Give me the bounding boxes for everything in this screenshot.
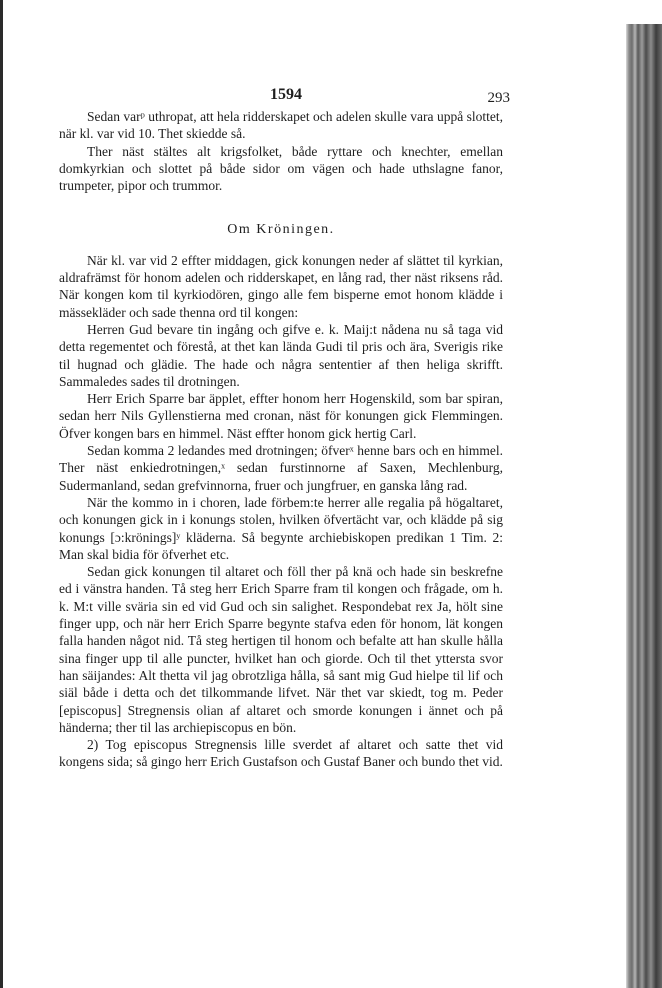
paragraph: Herr Erich Sparre bar äpplet, effter honom herr Hogenskild, som bar spiran, sedan herr Nils Gyllenstierna med cronan, näst för konungen gick Flemmingen. Öfver kongen bars en himmel. Näst effter honom gick hertig Carl. [59,391,503,441]
page-number: 293 [487,90,510,106]
paragraph: Sedan komma 2 ledandes med drotningen; öfverˣ henne bars och en himmel. Ther näst enkiedrotningen,ˣ sedan furstinnorne af Saxen, Mechlenburg, Sudermanland, sedan grefvinnorna, fruer och jungfruer, en ganska lång rad. [59,443,503,493]
scan-left-edge [0,0,3,988]
running-head-year: 1594 [270,86,302,103]
paragraph: När the kommo in i choren, lade förbem:te herrer alle regalia på högaltaret, och konungen gick in i konungs stolen, hvilken öfvertächt var, och klädde på sig konungs [ɔ:krönings]ʸ kläderna. Så begynte archiebiskopen predikan 1 Tim. 2: Man skal bidia för öfverhet etc. [59,494,503,562]
paragraph: Herren Gud bevare tin ingång och gifve e. k. Maij:t nådena nu så taga vid detta regementet och förestå, at thet kan lända Gudi til pris och ära, Sverigis rike til hugnad och glädie. The hade och några sententier af then heliga skrifft. Sammaledes sades til drotningen. [59,321,503,389]
paragraph: När kl. var vid 2 effter middagen, gick konungen neder af slättet til kyrkian, aldrafrämst för honom adelen och ridderskapet, en lång rad, ther näst riksens råd. När kongen kom til kyrkiodören, gingo alle fem bisperne emot honom klädde i mässekläder och sade thenna ord til kongen: [59,252,503,320]
page-header [80,84,510,108]
book-page-edge [626,24,662,988]
body-text [59,108,503,771]
paragraph: Sedan gick konungen til altaret och föll ther på knä och hade sin beskrefne ed i vänstra handen. Tå steg herr Erich Sparre fram til kongen och frågade, om h. k. M:t ville sväria sin ed vid Gud och sin salighet. Respondebat rex Ja, hölt sine finger upp, och när herr Erich Sparre begynte stafva eden för honom, lät kongen falla handen något nid. Tå steg hertigen til honom och befalte att han skulle hålla sina finger upp til alle puncter, hvilket han och giorde. Och til thet yttersta svor han säijandes: Alt thetta vil jag obrotzliga hålla, så sant mig Gud hielpe til lif och siäl både i detta och det tilkommande lifvet. När thet var skiedt, tog m. Peder [episcopus] Stregnensis olian af altaret och smorde konungen i ännet och på händerna; ther til las archiepiscopus en bön. [59,564,503,735]
section-title: Om Kröningen. [227,222,335,238]
paragraph: Ther näst stältes alt krigsfolket, både ryttare och knechter, emellan domkyrkian och slottet på både sidor om vägen och hade uthslagne fanor, trumpeter, pipor och trummor. [59,143,503,194]
paragraph: Sedan varᵖ uthropat, att hela ridderskapet och adelen skulle vara uppå slottet, när kl. var vid 10. Thet skiedde så. [59,109,503,142]
paragraph: 2) Tog episcopus Stregnensis lille sverdet af altaret och satte thet vid kongens sida; så gingo herr Erich Gustafson och Gustaf Baner och bundo thet vid. [59,737,503,770]
